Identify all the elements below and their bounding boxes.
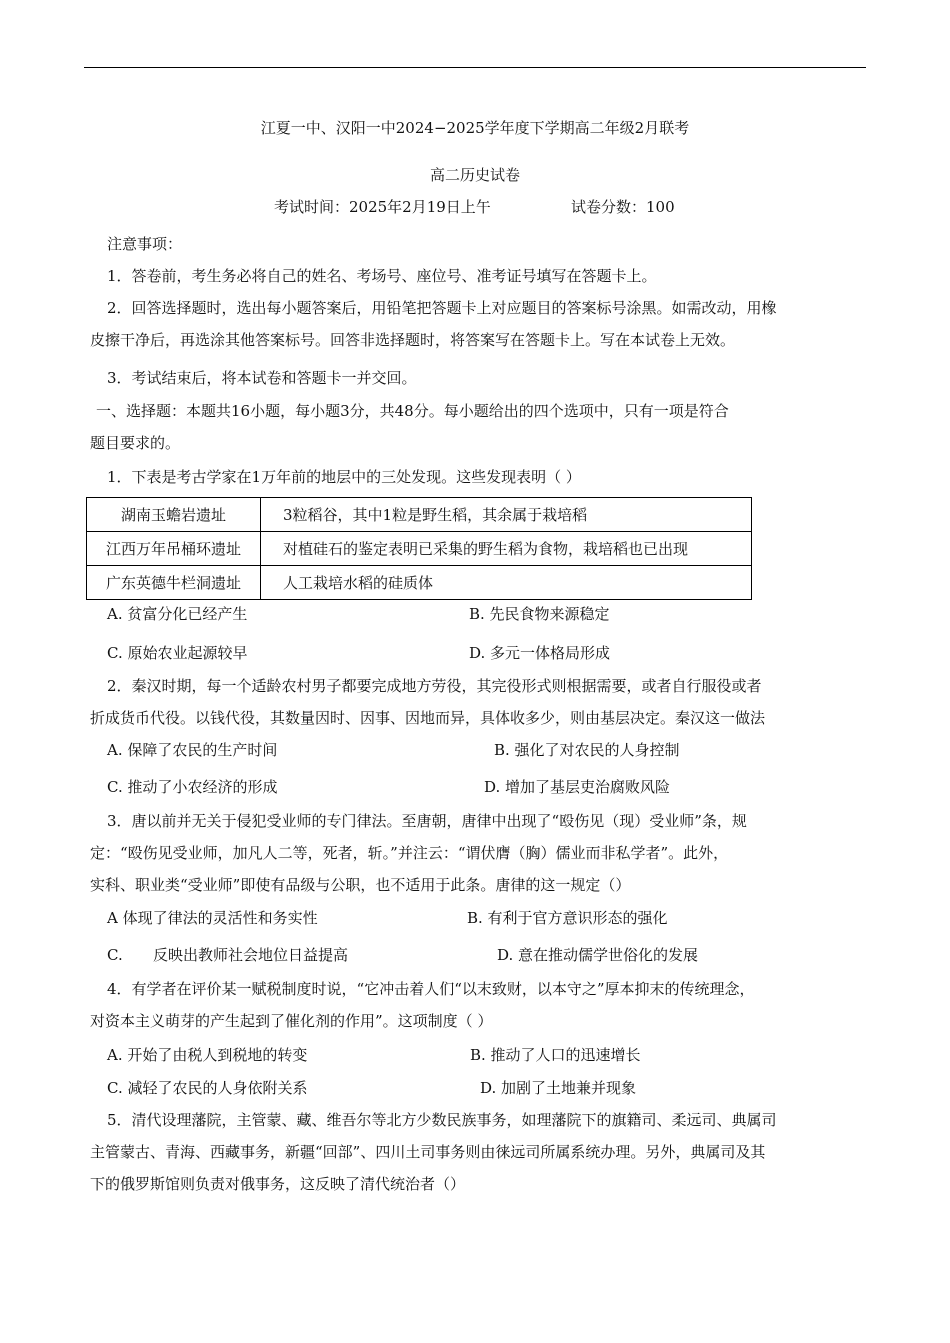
note-2-line-2: 皮擦干净后，再选涂其他答案标号。回答非选择题时，将答案写在答题卡上。写在本试卷上无效。 xyxy=(90,331,736,349)
q2-option-c: C. 推动了小农经济的形成 xyxy=(107,778,278,796)
table-cell-site: 江西万年吊桶环遗址 xyxy=(87,532,261,566)
q2-option-a: A. 保障了农民的生产时间 xyxy=(107,741,278,759)
q3-stem-line-3: 实科、职业类“受业师”即使有品级与公职，也不适用于此条。唐律的这一规定（） xyxy=(90,876,631,894)
q2-option-d: D. 增加了基层吏治腐败风险 xyxy=(484,778,671,796)
table-row xyxy=(87,498,752,532)
q4-option-a: A. 开始了由税人到税地的转变 xyxy=(107,1046,308,1064)
subject-title: 高二历史试卷 xyxy=(429,166,520,184)
notes-heading: 注意事项： xyxy=(107,235,183,253)
q4-option-d: D. 加剧了土地兼并现象 xyxy=(480,1079,637,1097)
exam-score: 试卷分数：100 xyxy=(571,198,675,216)
q1-stem: 1．下表是考古学家在1万年前的地层中的三处发现。这些发现表明（ ） xyxy=(107,468,581,486)
q4-option-b: B. 推动了人口的迅速增长 xyxy=(470,1046,641,1064)
q4-stem-line-2: 对资本主义萌芽的产生起到了催化剂的作用”。这项制度（ ） xyxy=(90,1012,493,1030)
q2-stem-line-1: 2．秦汉时期，每一个适龄农村男子都要完成地方劳役，其完役形式则根据需要，或者自行服役或者 xyxy=(107,677,762,695)
q1-option-d: D. 多元一体格局形成 xyxy=(469,644,611,662)
q1-option-a: A. 贫富分化已经产生 xyxy=(107,605,248,623)
q5-stem-line-3: 下的俄罗斯馆则负责对俄事务，这反映了清代统治者（） xyxy=(90,1175,466,1193)
table-row xyxy=(87,566,752,600)
note-1: 1．答卷前，考生务必将自己的姓名、考场号、座位号、准考证号填写在答题卡上。 xyxy=(107,267,657,285)
exam-time: 考试时间：2025年2月19日上午 xyxy=(274,198,491,216)
q4-option-c: C. 减轻了农民的人身依附关系 xyxy=(107,1079,308,1097)
table-cell-site: 湖南玉蟾岩遗址 xyxy=(87,498,261,532)
q3-stem-line-1: 3．唐以前并无关于侵犯受业师的专门律法。至唐朝，唐律中出现了“殴伤见（现）受业师”条，规 xyxy=(107,812,747,830)
q1-option-b: B. 先民食物来源稳定 xyxy=(469,605,610,623)
q1-option-c: C. 原始农业起源较早 xyxy=(107,644,248,662)
q1-table xyxy=(86,497,752,600)
q3-option-a: A 体现了律法的灵活性和务实性 xyxy=(107,909,318,927)
section-intro-line-2: 题目要求的。 xyxy=(90,434,181,452)
q3-option-c-letter: C. xyxy=(107,946,123,964)
section-intro-line-1: 一、选择题：本题共16小题，每小题3分，共48分。每小题给出的四个选项中，只有一项是符合 xyxy=(96,402,729,420)
q3-option-d: D. 意在推动儒学世俗化的发展 xyxy=(497,946,699,964)
note-2-line-1: 2．回答选择题时，选出每小题答案后，用铅笔把答题卡上对应题目的答案标号涂黑。如需改动，用橡 xyxy=(107,299,777,317)
q2-stem-line-2: 折成货币代役。以钱代役，其数量因时、因事、因地而异，具体收多少，则由基层决定。秦汉这一做法 xyxy=(90,709,766,727)
note-3: 3．考试结束后，将本试卷和答题卡一并交回。 xyxy=(107,369,417,387)
q5-stem-line-1: 5．清代设理藩院，主管蒙、藏、维吾尔等北方少数民族事务，如理藩院下的旗籍司、柔远司、典属司 xyxy=(107,1111,777,1129)
q5-stem-line-2: 主管蒙古、青海、西藏事务，新疆“回部”、四川土司事务则由徕远司所属系统办理。另外，典属司及其 xyxy=(90,1143,766,1161)
table-cell-finding: 3粒稻谷，其中1粒是野生稻，其余属于栽培稻 xyxy=(261,498,752,532)
q3-stem-line-2: 定：“殴伤见受业师，加凡人二等，死者，斩。”并注云：“谓伏膺（胸）儒业而非私学者”。此外， xyxy=(90,844,729,862)
q2-option-b: B. 强化了对农民的人身控制 xyxy=(494,741,680,759)
header-rule xyxy=(84,67,866,68)
table-cell-finding: 对植硅石的鉴定表明已采集的野生稻为食物，栽培稻也已出现 xyxy=(261,532,752,566)
table-cell-finding: 人工栽培水稻的硅质体 xyxy=(261,566,752,600)
exam-title: 江夏一中、汉阳一中2024−2025学年度下学期高二年级2月联考 xyxy=(260,119,690,137)
table-cell-site: 广东英德牛栏洞遗址 xyxy=(87,566,261,600)
q4-stem-line-1: 4．有学者在评价某一赋税制度时说，“它冲击着人们“以末致财，以本守之”厚本抑末的传统理念， xyxy=(107,980,755,998)
table-row xyxy=(87,532,752,566)
q3-option-b: B. 有利于官方意识形态的强化 xyxy=(467,909,668,927)
q3-option-c: 反映出教师社会地位日益提高 xyxy=(153,946,349,964)
